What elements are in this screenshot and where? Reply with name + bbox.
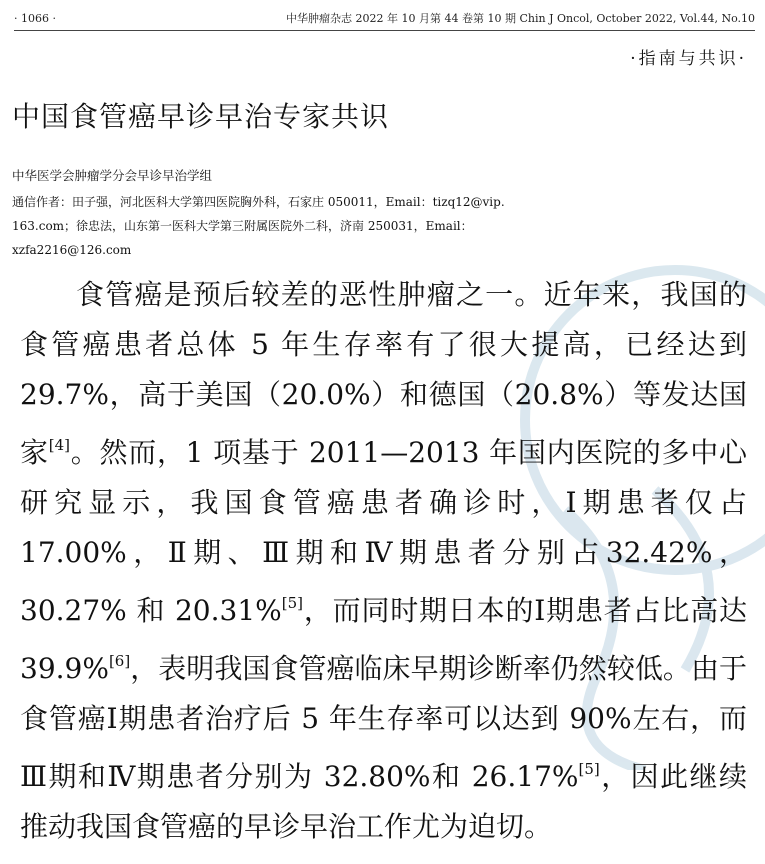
- body-text: ，因此继续推动我国食管癌的早诊早治工作尤为迫切。: [20, 760, 747, 843]
- body-text: ，表明我国食管癌临床早期诊断率仍然较低。由于食管癌Ⅰ期患者治疗后 5 年生存率可以达到 90%左右，而Ⅲ期和Ⅳ期患者分别为 32.80%和 26.17%: [20, 652, 747, 793]
- page-header: [14, 8, 755, 28]
- article-title: 中国食管癌早诊早治专家共识: [12, 100, 390, 133]
- citation-reference[interactable]: [4]: [48, 436, 70, 454]
- header-divider: [14, 30, 755, 31]
- correspondence-line: 163.com；徐忠法，山东第一医科大学第三附属医院外二科，济南 250031，Email：: [12, 219, 473, 233]
- body-text: ，而同时期日本的Ⅰ期患者占比高达 39.9%: [20, 594, 747, 685]
- correspondence-line: xzfa2216@126.com: [12, 243, 132, 257]
- citation-reference[interactable]: [5]: [281, 594, 304, 612]
- correspondence-info: [12, 190, 751, 262]
- correspondence-line: 通信作者：田子强，河北医科大学第四医院胸外科，石家庄 050011，Email：tizq12@vip.: [12, 195, 505, 209]
- citation-reference[interactable]: [6]: [108, 652, 131, 670]
- author-group: 中华医学会肿瘤学分会早诊早治学组: [12, 168, 213, 183]
- body-paragraph: [20, 270, 747, 852]
- journal-info: 中华肿瘤杂志 2022 年 10 月第 44 卷第 10 期 Chin J Oncol, October 2022, Vol.44, No.10: [286, 12, 755, 25]
- citation-reference[interactable]: [5]: [578, 760, 600, 778]
- section-label: ·指南与共识·: [630, 49, 747, 69]
- body-text: 。然而，1 项基于 2011—2013 年国内医院的多中心研究显示，我国食管癌患者确诊时，Ⅰ期患者仅占 17.00%，Ⅱ期、Ⅲ期和Ⅳ期患者分别占32.42%，30.27% 和 20.31%: [20, 436, 747, 627]
- page-number: · 1066 ·: [14, 11, 56, 25]
- body-text: 食管癌是预后较差的恶性肿瘤之一。近年来，我国的食管癌患者总体 5 年生存率有了很大提高，已经达到 29.7%，高于美国（20.0%）和德国（20.8%）等发达国家: [20, 278, 747, 469]
